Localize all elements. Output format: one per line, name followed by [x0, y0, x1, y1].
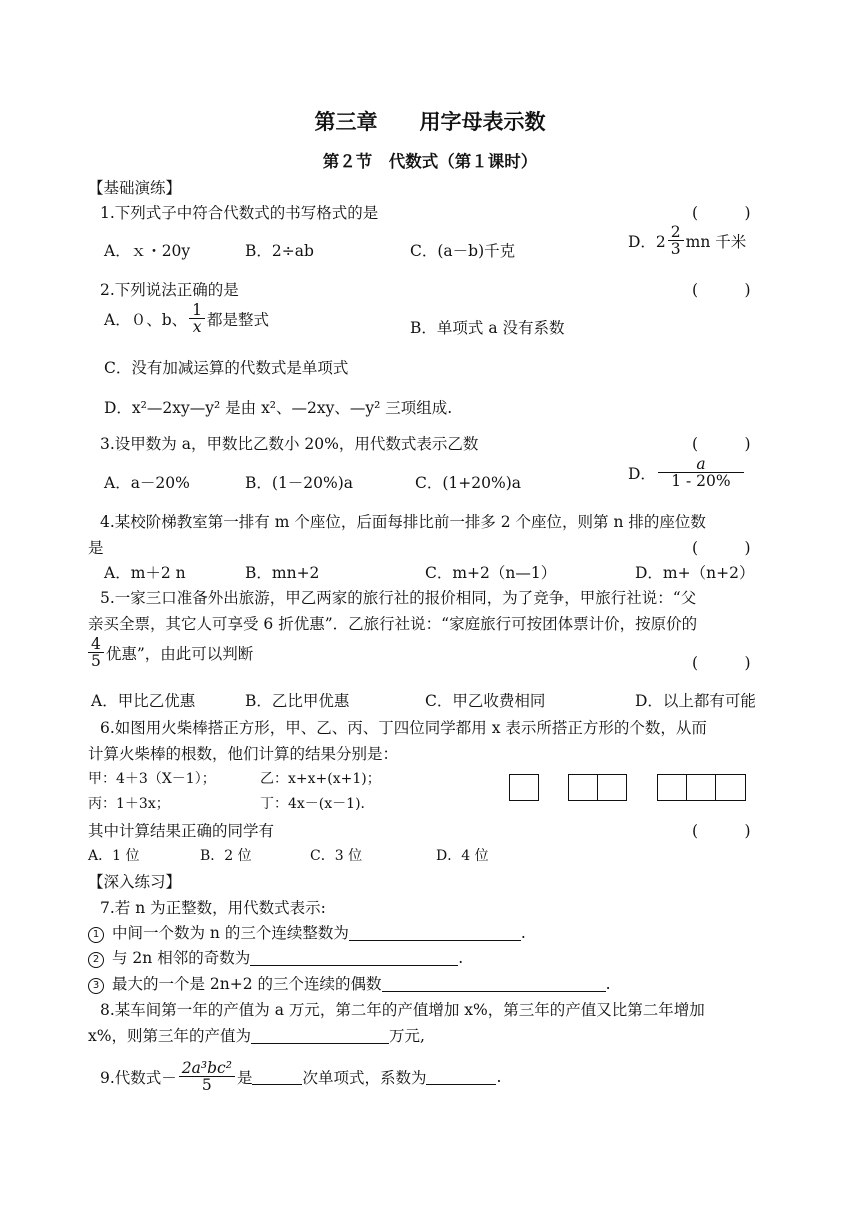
q6-bing: 丙：1＋3x；	[88, 796, 170, 812]
q2-option-c: C．没有加减运算的代数式是单项式	[104, 359, 349, 377]
q7-item-3: 3 最大的一个是 2n+2 的三个连续的偶数 .	[88, 972, 611, 994]
q3-stem: 3.设甲数为 a，甲数比乙数小 20%，用代数式表示乙数	[100, 435, 479, 453]
q4-stem: 4.某校阶梯教室第一排有 m 个座位，后面每排比前一排多 2 个座位，则第 n 排的座位数	[100, 513, 706, 531]
square-2a	[568, 774, 598, 801]
section-deep: 【深入练习】	[88, 873, 182, 891]
square-3b	[686, 774, 716, 801]
q9-blank-coefficient[interactable]	[426, 1069, 496, 1085]
q6-ask: 其中计算结果正确的同学有	[88, 822, 275, 840]
square-3a	[657, 774, 687, 801]
q3-option-d: D． $\frac{a}{1 - 20\%}$	[628, 456, 746, 490]
q2-answer-paren: ( )	[692, 281, 751, 299]
square-2b	[597, 774, 627, 801]
q3-option-a: A．a－20%	[104, 474, 190, 492]
q1-option-a: A．ｘ・20y	[104, 242, 191, 260]
q1-stem: 1.下列式子中符合代数式的书写格式的是	[100, 204, 379, 222]
q6-option-d: D．4 位	[436, 848, 489, 864]
q6-answer-paren: ( )	[692, 822, 751, 840]
section-basic: 【基础演练】	[88, 179, 182, 197]
q4-option-d: D．m+（n+2）	[635, 564, 755, 582]
q7-stem: 7.若 n 为正整数，用代数式表示:	[100, 899, 326, 917]
q6-yi: 乙：x+x+(x+1)；	[260, 771, 381, 787]
square-3c	[715, 774, 746, 801]
q6-ding: 丁：4x－(x－1)．	[260, 796, 375, 812]
q2-option-a: A．０、b、 $\frac{1}{x}$ 都是整式	[104, 301, 270, 337]
q5-option-c: C．甲乙收费相同	[425, 692, 546, 710]
q5-answer-paren: ( )	[692, 654, 751, 672]
section-title: 第２节 代数式（第１课时）	[322, 152, 538, 171]
q2-option-b: B．单项式 a 没有系数	[410, 319, 565, 337]
q6-option-c: C．3 位	[310, 848, 363, 864]
q7-blank-3[interactable]	[382, 976, 606, 992]
q5-stem-2: 亲买全票，其它人可享受 6 折优惠”．乙旅行社说：“家庭旅行可按团体票计价，按原价的	[88, 615, 698, 633]
q4-option-b: B．mn+2	[245, 564, 320, 582]
q7-blank-1[interactable]	[349, 925, 521, 941]
circled-number-2: 2	[88, 952, 104, 968]
q6-option-a: A．1 位	[88, 848, 140, 864]
chapter-title: 第三章 用字母表示数	[314, 110, 546, 134]
q5-option-a: A．甲比乙优惠	[91, 692, 196, 710]
circled-number-3: 3	[88, 978, 104, 994]
q1-option-c: C．(a－b)千克	[410, 242, 516, 260]
q1-answer-paren: ( )	[692, 204, 751, 222]
circled-number-1: 1	[88, 927, 104, 943]
q2-option-d: D．x²—2xy—y² 是由 x²、—2xy、—y² 三项组成.	[104, 399, 453, 417]
q8-stem: 8.某车间第一年的产值为 a 万元，第二年的产值增加 x%，第三年的产值又比第二年增加	[100, 1001, 705, 1019]
q5-option-b: B．乙比甲优惠	[245, 692, 350, 710]
q4-option-a: A．m＋2 n	[104, 564, 186, 582]
square-1	[509, 774, 539, 801]
q4-stem-2: 是	[88, 539, 104, 557]
q6-jia: 甲：4＋3（X－1）；	[88, 771, 216, 787]
q1-option-b: B．2÷ab	[245, 242, 314, 260]
q5-stem: 5.一家三口准备外出旅游，甲乙两家的旅行社的报价相同，为了竞争，甲旅行社说：“父	[100, 589, 697, 607]
q5-option-d: D．以上都有可能	[635, 692, 756, 710]
q8-stem-2: x%，则第三年的产值为 万元,	[88, 1027, 425, 1045]
q4-answer-paren: ( )	[692, 539, 751, 557]
q7-item-1: 1 中间一个数为 n 的三个连续整数为 .	[88, 921, 526, 943]
q2-stem: 2.下列说法正确的是	[100, 281, 239, 299]
q6-stem: 6.如图用火柴棒搭正方形，甲、乙、丙、丁四位同学都用 x 表示所搭正方形的个数，从而	[100, 719, 707, 737]
q9-blank-degree[interactable]	[252, 1069, 302, 1085]
q3-answer-paren: ( )	[692, 435, 751, 453]
q3-option-b: B．(1－20%)a	[245, 474, 354, 492]
q8-blank[interactable]	[251, 1028, 389, 1044]
q6-stem-2: 计算火柴棒的根数，他们计算的结果分别是：	[88, 745, 399, 763]
q4-option-c: C．m+2（n—1）	[425, 564, 557, 582]
q9-line: 9.代数式－ $\frac{\text{2a³bc²}}{5}$ 是 次单项式，系数为 .	[100, 1059, 502, 1095]
q7-item-2: 2 与 2n 相邻的奇数为 .	[88, 946, 463, 968]
q7-blank-2[interactable]	[250, 950, 458, 966]
q6-option-b: B．2 位	[200, 848, 252, 864]
q5-stem-3: $\frac{4}{5}$ 优惠”，由此可以判断	[86, 636, 253, 670]
q1-option-d: D．2 $\frac{2}{3}$ mn 千米	[628, 223, 747, 259]
q3-option-c: C．(1+20%)a	[415, 474, 521, 492]
